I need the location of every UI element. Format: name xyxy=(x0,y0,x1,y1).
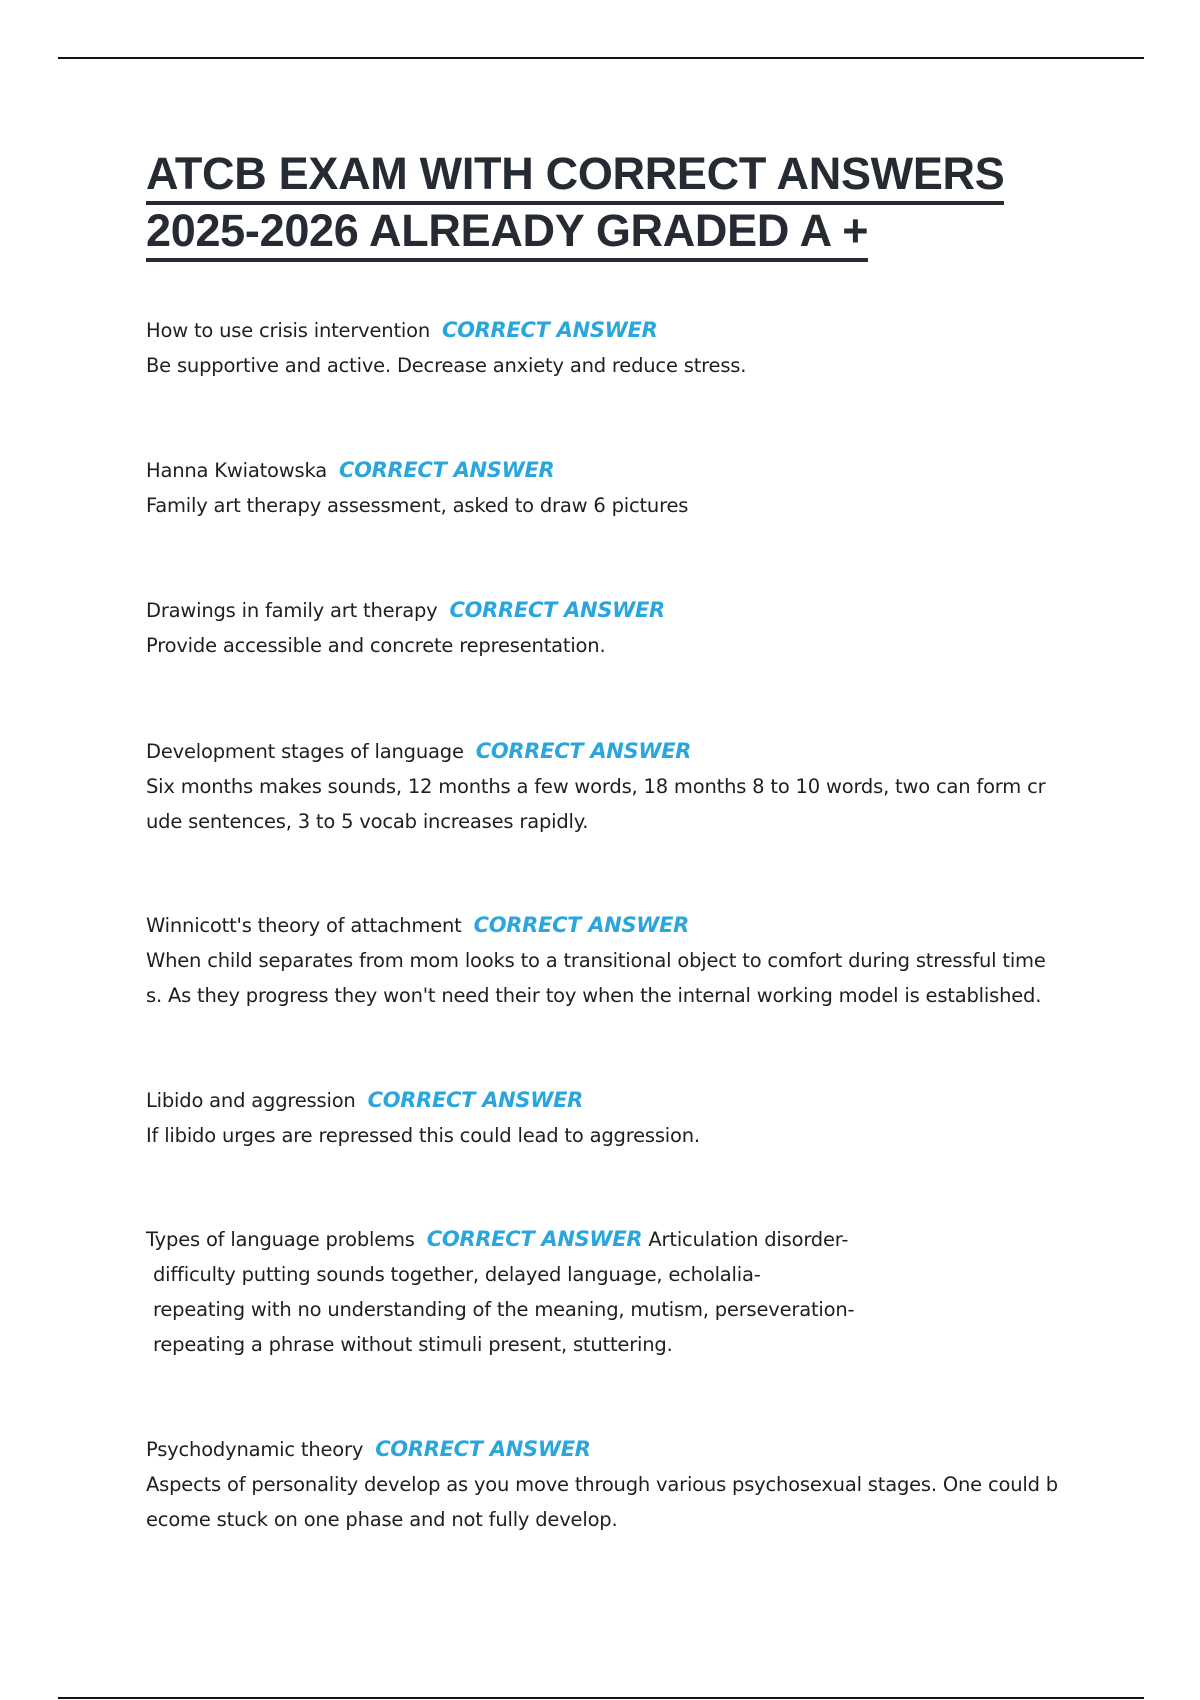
document-title xyxy=(146,148,1106,262)
question-term: Hanna Kwiatowska xyxy=(146,459,327,482)
answer-line: ude sentences, 3 to 5 vocab increases rapidly. xyxy=(146,810,589,833)
qa-item xyxy=(146,1083,1096,1153)
question-term: Winnicott's theory of attachment xyxy=(146,914,462,937)
qa-item xyxy=(146,313,1096,383)
answer-line: Aspects of personality develop as you move through various psychosexual stages. One could b xyxy=(146,1473,1058,1496)
answer-line: repeating a phrase without stimuli present, stuttering. xyxy=(153,1333,673,1356)
answer-inline: Articulation disorder- xyxy=(648,1228,849,1251)
answer-line: difficulty putting sounds together, delayed language, echolalia- xyxy=(153,1263,761,1286)
correct-answer-tag: CORRECT ANSWER xyxy=(449,598,665,622)
correct-answer-tag: CORRECT ANSWER xyxy=(473,913,690,937)
answer-line: Provide accessible and concrete representation. xyxy=(146,634,606,657)
question-term: Libido and aggression xyxy=(146,1089,356,1112)
question-term: Psychodynamic theory xyxy=(146,1438,364,1461)
bottom-rule xyxy=(58,1697,1144,1699)
title-line-2: 2025-2026 ALREADY GRADED A + xyxy=(146,205,868,262)
correct-answer-tag: CORRECT ANSWER xyxy=(367,1088,584,1112)
correct-answer-tag: CORRECT ANSWER xyxy=(338,458,555,482)
qa-item xyxy=(146,734,1096,839)
qa-item xyxy=(146,453,1096,523)
question-term: Development stages of language xyxy=(146,740,464,763)
answer-line: s. As they progress they won't need their toy when the internal working model is established. xyxy=(146,984,1042,1007)
answer-line: ecome stuck on one phase and not fully develop. xyxy=(146,1508,618,1531)
question-term: How to use crisis intervention xyxy=(146,319,431,342)
title-line-1: ATCB EXAM WITH CORRECT ANSWERS xyxy=(146,148,1004,205)
qa-item xyxy=(146,1432,1096,1537)
correct-answer-tag: CORRECT ANSWER xyxy=(475,739,692,763)
correct-answer-tag: CORRECT ANSWER xyxy=(375,1437,591,1461)
answer-line: If libido urges are repressed this could lead to aggression. xyxy=(146,1124,700,1147)
question-term: Types of language problems xyxy=(146,1228,415,1251)
top-rule xyxy=(58,57,1144,59)
answer-line: When child separates from mom looks to a transitional object to comfort during stressful time xyxy=(146,949,1046,972)
qa-item xyxy=(146,908,1096,1013)
correct-answer-tag: CORRECT ANSWER xyxy=(442,318,658,342)
answer-line: Family art therapy assessment, asked to draw 6 pictures xyxy=(146,494,689,517)
correct-answer-tag: CORRECT ANSWER xyxy=(426,1227,643,1251)
qa-item xyxy=(146,1222,1096,1362)
answer-line: Be supportive and active. Decrease anxiety and reduce stress. xyxy=(146,354,747,377)
qa-item xyxy=(146,593,1096,663)
answer-line: repeating with no understanding of the meaning, mutism, perseveration- xyxy=(153,1298,855,1321)
answer-line: Six months makes sounds, 12 months a few words, 18 months 8 to 10 words, two can form cr xyxy=(146,775,1046,798)
question-term: Drawings in family art therapy xyxy=(146,599,438,622)
